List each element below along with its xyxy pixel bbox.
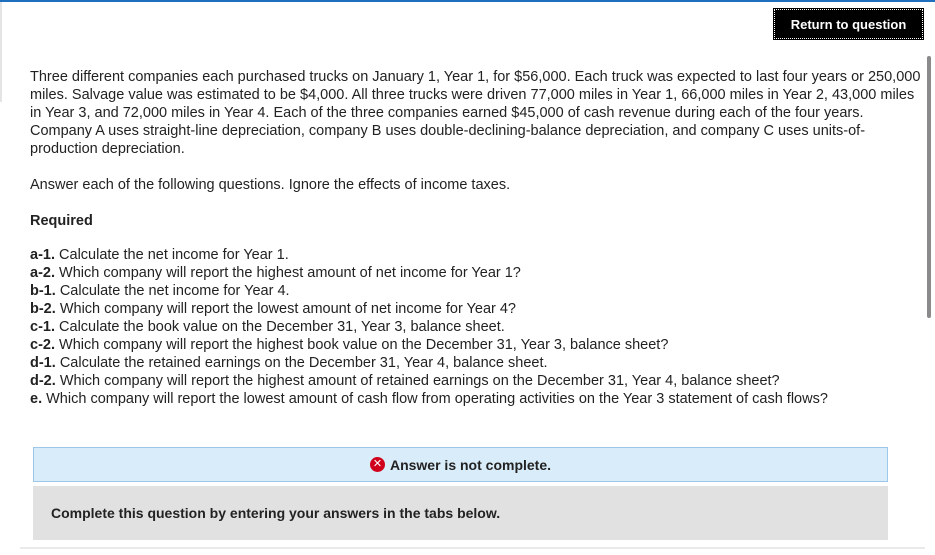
tabs-divider bbox=[20, 547, 925, 549]
left-border bbox=[0, 2, 2, 102]
answer-status-text: Answer is not complete. bbox=[389, 456, 552, 473]
problem-instruction: Answer each of the following questions. Ignore the effects of income taxes. bbox=[30, 177, 511, 193]
problem-intro: Three different companies each purchased trucks on January 1, Year 1, for $56,000. Each truck was expected to last four years or 250,000 miles. Salvage value was estimated to be $4,000. All three trucks were driven 77,000 miles in Year 1, 66,000 miles in Year 2, 43,000 miles in Year 3, and 72,000 miles in Year 4. Each of the three companies earned $45,000 of cash revenue during each of the four years. Company A uses straight-line depreciation, company B uses double-declining-balance depreciation, and company C uses units-of-production depreciation. bbox=[30, 69, 921, 157]
required-heading: Required bbox=[30, 213, 93, 229]
question-item: d-1. Calculate the retained earnings on the December 31, Year 4, balance sheet. bbox=[30, 355, 548, 371]
question-item: b-1. Calculate the net income for Year 4. bbox=[30, 283, 290, 299]
top-border bbox=[0, 0, 935, 2]
x-circle-icon: ✕ bbox=[370, 457, 385, 472]
question-item: d-2. Which company will report the highest amount of retained earnings on the December 31, Year 4, balance sheet? bbox=[30, 373, 780, 389]
question-item: a-2. Which company will report the highest amount of net income for Year 1? bbox=[30, 265, 521, 281]
answer-status-banner bbox=[33, 447, 888, 482]
instructions-text: Complete this question by entering your answers in the tabs below. bbox=[51, 505, 501, 521]
scrollbar-thumb[interactable] bbox=[927, 56, 931, 318]
question-item: c-1. Calculate the book value on the December 31, Year 3, balance sheet. bbox=[30, 319, 505, 335]
question-item: c-2. Which company will report the highest book value on the December 31, Year 3, balance sheet? bbox=[30, 337, 669, 353]
return-to-question-button[interactable]: Return to question bbox=[774, 9, 923, 39]
problem-content bbox=[30, 68, 925, 408]
question-item: a-1. Calculate the net income for Year 1. bbox=[30, 247, 289, 263]
question-list bbox=[30, 246, 925, 408]
question-item: b-2. Which company will report the lowest amount of net income for Year 4? bbox=[30, 301, 516, 317]
instructions-banner bbox=[33, 486, 888, 540]
question-item: e. Which company will report the lowest amount of cash flow from operating activities on the Year 3 statement of cash flows? bbox=[30, 391, 828, 407]
